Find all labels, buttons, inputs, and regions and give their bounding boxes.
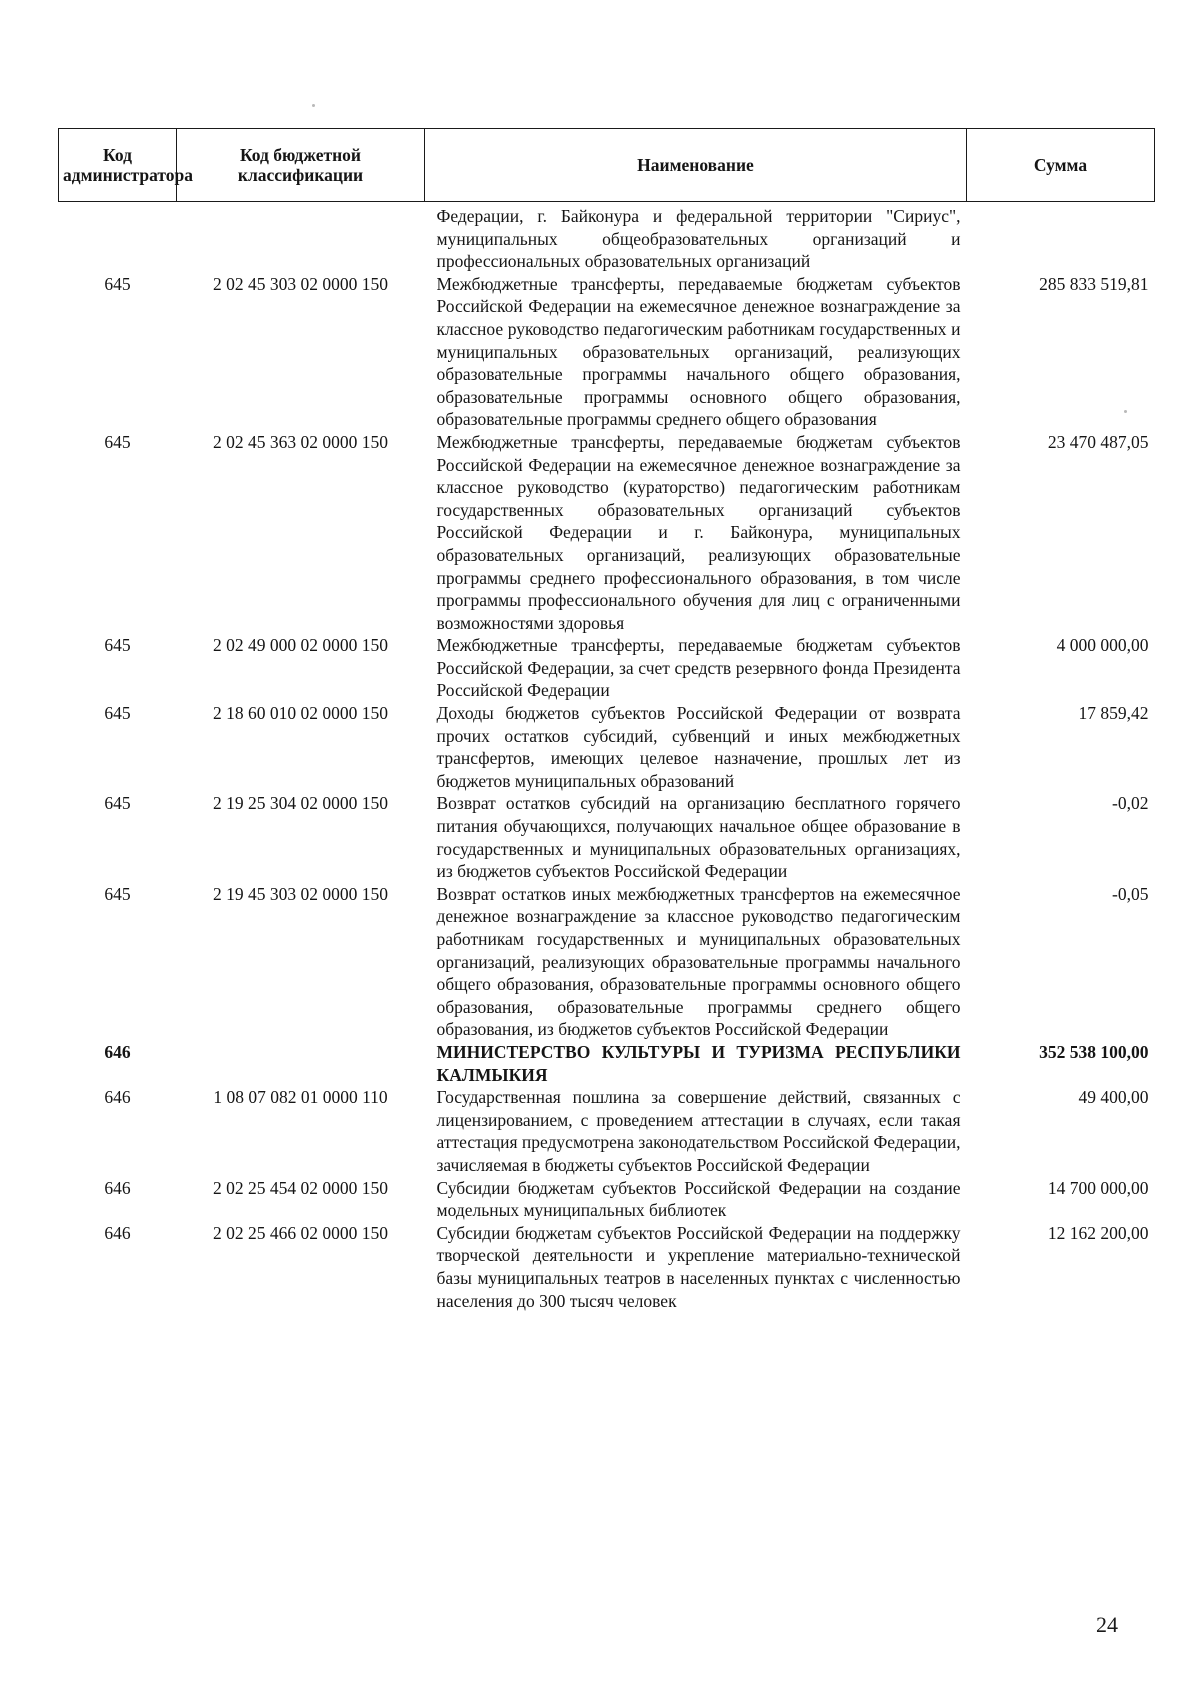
row-budget-code: 2 02 49 000 02 0000 150 xyxy=(213,635,388,656)
row-name: МИНИСТЕРСТВО КУЛЬТУРЫ И ТУРИЗМА РЕСПУБЛИКИ КАЛМЫКИЯ xyxy=(436,1041,961,1085)
table-row xyxy=(59,1086,1155,1176)
row-admin-code: 645 xyxy=(104,273,131,294)
row-admin-code: 645 xyxy=(104,635,131,656)
row-sum: 4 000 000,00 xyxy=(1056,635,1149,656)
row-budget-code xyxy=(177,1041,425,1086)
row-name: Возврат остатков субсидий на организацию бесплатного горячего питания обучающихся, получающих начальное общее образование в государственных и муниципальных образовательных организациях, из бюджетов субъектов Российской Федерации xyxy=(436,793,961,882)
row-admin-code: 646 xyxy=(104,1222,131,1243)
row-admin-code: 645 xyxy=(104,703,131,724)
row-budget-code: 2 02 25 466 02 0000 150 xyxy=(213,1222,388,1243)
table-row xyxy=(59,702,1155,792)
row-name: Межбюджетные трансферты, передаваемые бюджетам субъектов Российской Федерации на ежемесячное денежное вознаграждение за классное руководство педагогическим работникам государственных и муниципальных образовательных организаций, реализующих образовательные программы начального общего образования, образовательные программы основного общего образования, образовательные программы среднего общего образования xyxy=(436,273,961,430)
row-budget-code: 2 19 25 304 02 0000 150 xyxy=(213,793,388,814)
row-sum: -0,05 xyxy=(1112,883,1149,904)
row-budget-code: 2 02 25 454 02 0000 150 xyxy=(213,1177,388,1198)
table-row xyxy=(59,1222,1155,1312)
row-admin-code: 645 xyxy=(104,431,131,452)
table-row xyxy=(59,1177,1155,1222)
header-name: Наименование xyxy=(425,129,967,202)
row-admin-code: 645 xyxy=(104,793,131,814)
row-admin-code: 646 xyxy=(104,1041,131,1062)
header-admin-code: Код администратора xyxy=(59,129,177,202)
row-budget-code: 2 18 60 010 02 0000 150 xyxy=(213,703,388,724)
row-admin-code: 646 xyxy=(104,1087,131,1108)
row-sum: 23 470 487,05 xyxy=(1047,431,1149,452)
table-row xyxy=(59,431,1155,634)
row-budget-code: 1 08 07 082 01 0000 110 xyxy=(213,1087,388,1108)
row-name: Доходы бюджетов субъектов Российской Федерации от возврата прочих остатков субсидий, субвенций и иных межбюджетных трансфертов, имеющих целевое назначение, прошлых лет из бюджетов муниципальных образований xyxy=(436,703,961,791)
row-budget-code: 2 02 45 303 02 0000 150 xyxy=(213,273,388,294)
header-budget-code: Код бюджетной классификации xyxy=(177,129,425,202)
row-sum: 14 700 000,00 xyxy=(1047,1177,1149,1198)
revenue-table xyxy=(58,128,1155,1312)
row-sum: 285 833 519,81 xyxy=(1039,273,1149,294)
row-sum: 17 859,42 xyxy=(1078,703,1149,724)
table-row xyxy=(59,792,1155,882)
table-row-continuation xyxy=(59,202,1155,273)
row-name: Государственная пошлина за совершение действий, связанных с лицензированием, с проведением аттестации в случаях, если такая аттестация предусмотрена законодательством Российской Федерации, зачисляемая в бюджеты субъектов Российской Федерации xyxy=(436,1087,961,1175)
row-budget-code: 2 02 45 363 02 0000 150 xyxy=(213,431,388,452)
row-admin-code: 646 xyxy=(104,1177,131,1198)
scan-speck xyxy=(312,104,315,107)
row-name: Федерации, г. Байконура и федеральной территории "Сириус", муниципальных общеобразовательных организаций и профессиональных образовательных организаций xyxy=(436,206,961,272)
row-name: Субсидии бюджетам субъектов Российской Федерации на поддержку творческой деятельности и укрепление материально-технической базы муниципальных театров в населенных пунктах с численностью населения до 300 тысяч человек xyxy=(436,1222,961,1311)
table-header-row xyxy=(59,129,1155,202)
table-row xyxy=(59,883,1155,1041)
row-sum: 352 538 100,00 xyxy=(1039,1041,1149,1062)
row-name: Межбюджетные трансферты, передаваемые бюджетам субъектов Российской Федерации, за счет средств резервного фонда Президента Российской Федерации xyxy=(436,635,961,701)
row-admin-code: 645 xyxy=(104,883,131,904)
table-row xyxy=(59,634,1155,702)
row-name: Субсидии бюджетам субъектов Российской Федерации на создание модельных муниципальных библиотек xyxy=(436,1177,961,1221)
table-row xyxy=(59,273,1155,431)
row-name: Возврат остатков иных межбюджетных трансфертов на ежемесячное денежное вознаграждение за классное руководство педагогическим работникам государственных и муниципальных образовательных организаций, реализующих образовательные программы начального общего образования, образовательные программы основного общего образования, образовательные программы среднего общего образования, из бюджетов субъектов Российской Федерации xyxy=(436,883,961,1040)
row-sum: 12 162 200,00 xyxy=(1047,1222,1149,1243)
header-sum: Сумма xyxy=(967,129,1155,202)
row-sum: 49 400,00 xyxy=(1078,1087,1149,1108)
row-budget-code: 2 19 45 303 02 0000 150 xyxy=(213,883,388,904)
page-number: 24 xyxy=(1096,1612,1118,1637)
table-row-ministry xyxy=(59,1041,1155,1086)
row-sum: -0,02 xyxy=(1112,793,1149,814)
row-name: Межбюджетные трансферты, передаваемые бюджетам субъектов Российской Федерации на ежемесячное денежное вознаграждение за классное руководство (кураторство) педагогическим работникам государственных образовательных организаций субъектов Российской Федерации и г. Байконура, муниципальных образовательных организаций, реализующих образовательные программы среднего профессионального образования, в том числе программы профессионального обучения для лиц с ограниченными возможностями здоровья xyxy=(436,431,961,633)
